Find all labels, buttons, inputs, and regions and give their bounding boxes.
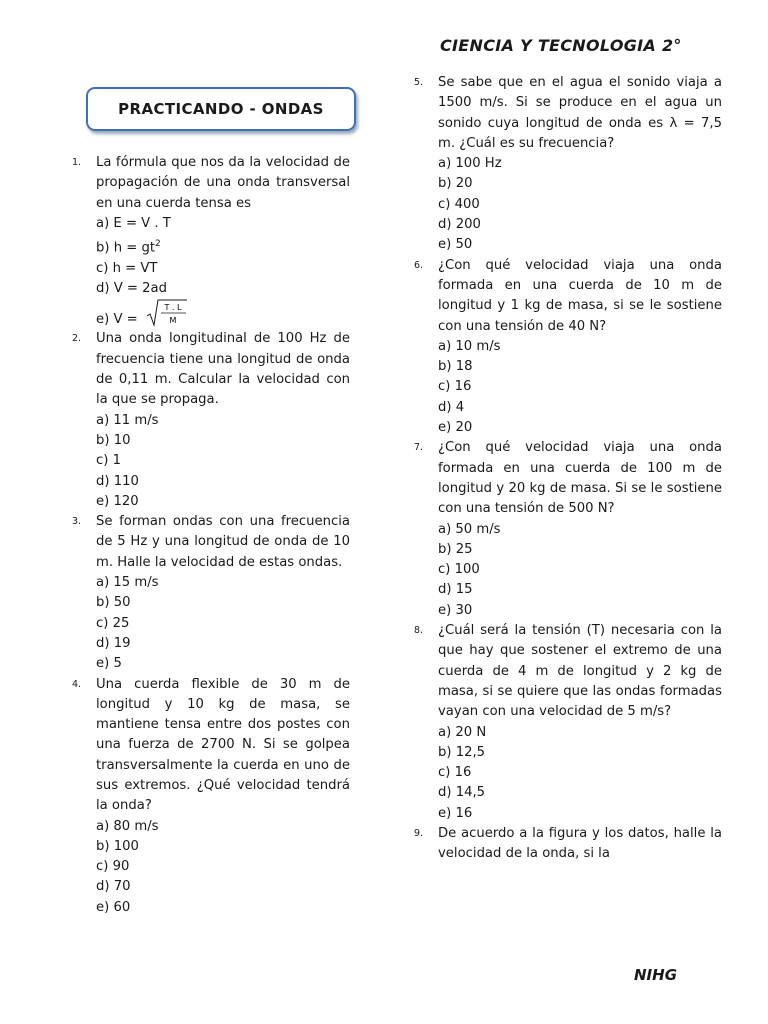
question-9 — [414, 824, 722, 865]
option-b: b) 50 — [96, 595, 131, 611]
option-d: d) 19 — [96, 635, 131, 651]
option-d: d) 70 — [96, 879, 131, 895]
option-c: c) h = VT — [96, 260, 158, 276]
option-a: a) 15 m/s — [96, 575, 159, 591]
option-d: d) 4 — [438, 399, 465, 415]
question-6 — [414, 256, 722, 439]
option-e: e) 5 — [96, 656, 122, 672]
question-stem: ¿Cuál será la tensión (T) necesaria con la que hay que sostener el extremo de una cuerda de 4 m de longitud y 2 kg de masa, si se quiere que las ondas formadas vayan con una velocidad de 5 m/s? — [438, 623, 722, 720]
question-number: 4. — [72, 678, 82, 690]
option-c: c) 16 — [438, 765, 472, 781]
question-8 — [414, 621, 722, 824]
footer-initials: NIHG — [634, 966, 678, 984]
option-a: a) 10 m/s — [438, 338, 501, 354]
question-stem: Se sabe que en el agua el sonido viaja a 1500 m/s. Si se produce en el agua un sonido cuya longitud de onda es λ = 7,5 m. ¿Cuál es su frecuencia? — [438, 75, 722, 151]
question-number: 2. — [72, 333, 82, 345]
fraction-denominator: M — [169, 316, 177, 326]
question-stem: Una onda longitudinal de 100 Hz de frecuencia tiene una longitud de onda de 0,11 m. Calcular la velocidad con la que se propaga. — [96, 331, 350, 408]
question-stem: ¿Con qué velocidad viaja una onda formada en una cuerda de 10 m de longitud y 1 kg de masa, si se le sostiene con una tensión de 40 N? — [438, 257, 722, 334]
option-d: d) V = 2ad — [96, 281, 168, 297]
option-e: e) 50 — [438, 237, 473, 253]
left-column — [72, 153, 350, 918]
option-c: c) 400 — [438, 196, 480, 212]
question-number: 8. — [414, 625, 424, 637]
title-box-label: PRACTICANDO - ONDAS — [118, 100, 324, 118]
option-c: c) 90 — [96, 859, 130, 875]
question-stem: ¿Con qué velocidad viaja una onda formada en una cuerda de 100 m de longitud y 20 kg de masa. Si se le sostiene con una tensión de 500 N? — [438, 440, 722, 517]
option-c: c) 1 — [96, 453, 121, 469]
option-b: b) 20 — [438, 176, 473, 192]
question-stem: Se forman ondas con una frecuencia de 5 Hz y una longitud de onda de 10 m. Halle la velocidad de estas ondas. — [96, 514, 350, 570]
question-number: 3. — [72, 516, 82, 528]
page-header-title: CIENCIA Y TECNOLOGIA 2° — [440, 36, 682, 55]
option-b: b) 25 — [438, 541, 473, 557]
question-3 — [72, 512, 350, 674]
option-a: a) 100 Hz — [438, 156, 502, 172]
option-b: b) 100 — [96, 838, 139, 854]
option-a: a) 11 m/s — [96, 412, 159, 428]
option-e: e) 60 — [96, 899, 131, 915]
question-2 — [72, 329, 350, 512]
option-b: b) 18 — [438, 359, 473, 375]
option-e: e) 30 — [438, 602, 473, 618]
fraction-numerator: T . L — [164, 303, 182, 313]
option-e: e) 16 — [438, 805, 473, 821]
option-a: a) E = V . T — [96, 215, 171, 231]
question-stem: Una cuerda flexible de 30 m de longitud y 10 kg de masa, se mantiene tensa entre dos postes con una fuerza de 2700 N. Si se golpea transversalmente la cuerda en uno de sus extremos. ¿Qué velocidad tendrá la onda? — [96, 676, 350, 814]
right-column — [414, 73, 722, 865]
question-stem: La fórmula que nos da la velocidad de propagación de una onda transversal en una cuerda tensa es — [96, 155, 350, 211]
option-d: d) 200 — [438, 217, 481, 233]
question-number: 7. — [414, 442, 424, 454]
option-d: d) 15 — [438, 582, 473, 598]
title-box — [86, 87, 356, 131]
question-stem: De acuerdo a la figura y los datos, halle la velocidad de la onda, si la — [438, 825, 722, 862]
option-c: c) 16 — [438, 379, 472, 395]
option-a: a) 20 N — [438, 724, 487, 740]
option-b: b) 12,5 — [438, 744, 486, 760]
option-d: d) 110 — [96, 473, 139, 489]
question-number: 6. — [414, 259, 424, 271]
option-a: a) 50 m/s — [438, 521, 501, 537]
option-c: c) 100 — [438, 562, 480, 578]
exponent: 2 — [155, 239, 161, 250]
option-b: b) 10 — [96, 432, 131, 448]
option-a: a) 80 m/s — [96, 818, 159, 834]
option-d: d) 14,5 — [438, 785, 486, 801]
question-1 — [72, 153, 350, 329]
option-c: c) 25 — [96, 615, 130, 631]
question-number: 5. — [414, 77, 424, 88]
question-7 — [414, 438, 722, 621]
question-number: 9. — [414, 827, 424, 839]
option-e: e) 120 — [96, 493, 139, 509]
option-e: e) V = T . L M — [96, 299, 350, 329]
question-number: 1. — [72, 157, 82, 168]
question-5 — [414, 73, 722, 256]
question-4 — [72, 675, 350, 919]
option-e: e) 20 — [438, 420, 473, 436]
option-b: b) $h = gt^2$ — [96, 239, 161, 256]
